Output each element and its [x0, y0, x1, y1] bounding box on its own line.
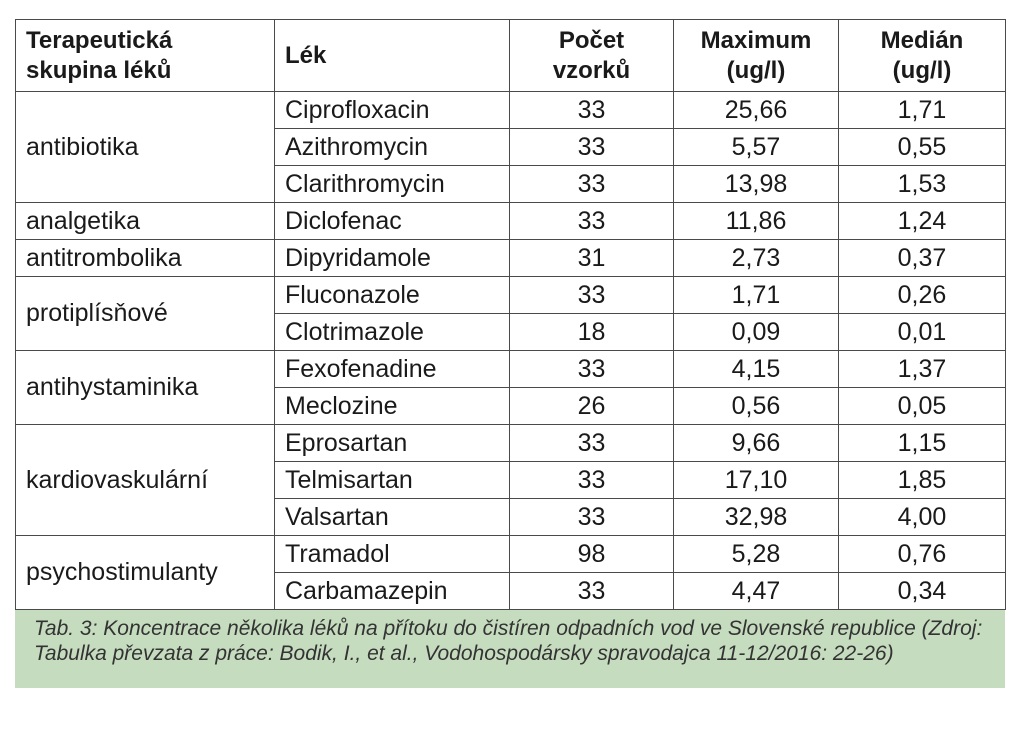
median-cell: 0,01	[839, 314, 1006, 351]
max-cell: 9,66	[674, 425, 839, 462]
count-cell: 33	[510, 425, 674, 462]
median-cell: 0,55	[839, 129, 1006, 166]
table-row	[16, 92, 1006, 129]
count-cell: 33	[510, 166, 674, 203]
drug-cell: Clarithromycin	[275, 166, 510, 203]
drug-concentration-table	[15, 19, 1006, 610]
max-cell: 25,66	[674, 92, 839, 129]
group-cell: analgetika	[16, 203, 275, 240]
table-header-row	[16, 20, 1006, 92]
count-cell: 33	[510, 277, 674, 314]
count-cell: 33	[510, 499, 674, 536]
median-cell: 4,00	[839, 499, 1006, 536]
median-cell: 1,71	[839, 92, 1006, 129]
table-row	[16, 536, 1006, 573]
table-row	[16, 277, 1006, 314]
table-row	[16, 240, 1006, 277]
max-cell: 2,73	[674, 240, 839, 277]
count-cell: 33	[510, 203, 674, 240]
group-cell: antihystaminika	[16, 351, 275, 425]
group-cell: protiplísňové	[16, 277, 275, 351]
count-cell: 26	[510, 388, 674, 425]
header-count: Počet vzorků	[510, 20, 674, 92]
drug-cell: Dipyridamole	[275, 240, 510, 277]
median-cell: 0,05	[839, 388, 1006, 425]
drug-cell: Diclofenac	[275, 203, 510, 240]
max-cell: 1,71	[674, 277, 839, 314]
max-cell: 5,28	[674, 536, 839, 573]
drug-cell: Telmisartan	[275, 462, 510, 499]
table-figure	[15, 19, 1005, 688]
median-cell: 0,34	[839, 573, 1006, 610]
max-cell: 32,98	[674, 499, 839, 536]
drug-cell: Valsartan	[275, 499, 510, 536]
median-cell: 1,24	[839, 203, 1006, 240]
drug-cell: Eprosartan	[275, 425, 510, 462]
drug-cell: Azithromycin	[275, 129, 510, 166]
table-row	[16, 203, 1006, 240]
count-cell: 33	[510, 351, 674, 388]
table-row	[16, 425, 1006, 462]
median-cell: 1,53	[839, 166, 1006, 203]
max-cell: 5,57	[674, 129, 839, 166]
count-cell: 33	[510, 462, 674, 499]
group-cell: antitrombolika	[16, 240, 275, 277]
header-median: Medián (ug/l)	[839, 20, 1006, 92]
header-max: Maximum (ug/l)	[674, 20, 839, 92]
group-cell: antibiotika	[16, 92, 275, 203]
max-cell: 4,47	[674, 573, 839, 610]
max-cell: 0,09	[674, 314, 839, 351]
median-cell: 0,37	[839, 240, 1006, 277]
count-cell: 18	[510, 314, 674, 351]
max-cell: 13,98	[674, 166, 839, 203]
count-cell: 33	[510, 573, 674, 610]
median-cell: 0,76	[839, 536, 1006, 573]
median-cell: 0,26	[839, 277, 1006, 314]
header-group: Terapeutická skupina léků	[16, 20, 275, 92]
count-cell: 33	[510, 129, 674, 166]
drug-cell: Carbamazepin	[275, 573, 510, 610]
max-cell: 0,56	[674, 388, 839, 425]
max-cell: 11,86	[674, 203, 839, 240]
drug-cell: Ciprofloxacin	[275, 92, 510, 129]
median-cell: 1,37	[839, 351, 1006, 388]
table-row	[16, 351, 1006, 388]
group-cell: psychostimulanty	[16, 536, 275, 610]
drug-cell: Meclozine	[275, 388, 510, 425]
count-cell: 98	[510, 536, 674, 573]
max-cell: 4,15	[674, 351, 839, 388]
group-cell: kardiovaskulární	[16, 425, 275, 536]
drug-cell: Clotrimazole	[275, 314, 510, 351]
header-drug: Lék	[275, 20, 510, 92]
table-caption: Tab. 3: Koncentrace několika léků na přítoku do čistíren odpadních vod ve Slovenské republice (Zdroj: Tabulka převzata z práce: Bodik, I., et al., Vodohospodársky spravodajca 11-12/2016: 22-26)	[15, 610, 1005, 688]
median-cell: 1,15	[839, 425, 1006, 462]
drug-cell: Fexofenadine	[275, 351, 510, 388]
count-cell: 31	[510, 240, 674, 277]
table-body	[16, 92, 1006, 610]
drug-cell: Fluconazole	[275, 277, 510, 314]
drug-cell: Tramadol	[275, 536, 510, 573]
max-cell: 17,10	[674, 462, 839, 499]
count-cell: 33	[510, 92, 674, 129]
median-cell: 1,85	[839, 462, 1006, 499]
